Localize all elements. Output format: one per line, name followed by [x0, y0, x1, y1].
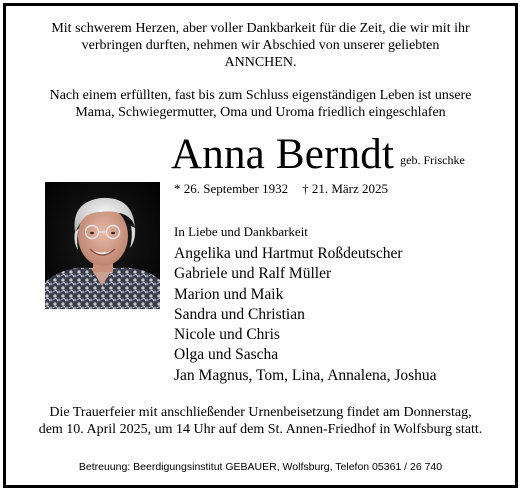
funeral-line-2: dem 10. April 2025, um 14 Uhr auf dem St. Annen-Friedhof in Wolfsburg statt.	[38, 422, 483, 437]
deceased-name: Anna Berndt	[171, 131, 395, 178]
mourner-name: Marion und Maik	[174, 285, 284, 303]
mourner-name: Olga und Sascha	[174, 346, 279, 364]
death-date: † 21. März 2025	[302, 181, 389, 196]
mourner-name: Angelika und Hartmut Roßdeutscher	[174, 245, 403, 262]
life-dates	[174, 181, 388, 197]
birth-date: * 26. September 1932	[174, 181, 289, 196]
mourner-name: Jan Magnus, Tom, Lina, Annalena, Joshua	[174, 366, 437, 384]
maiden-name: geb. Frischke	[400, 153, 465, 167]
mourner-name: Sandra und Christian	[174, 305, 305, 323]
mourners-lead: In Liebe und Dankbarkeit	[174, 224, 308, 239]
intro2-line-2: Mama, Schwiegermutter, Oma und Uroma friedlich eingeschlafen	[75, 105, 446, 120]
intro-text	[6, 20, 515, 71]
intro-line-1: Mit schwerem Herzen, aber voller Dankbarkeit für die Zeit, die wir mit ihr	[51, 21, 470, 36]
obituary-notice	[3, 3, 518, 488]
intro-line-3: ANNCHEN.	[224, 55, 297, 70]
intro-text-2	[6, 87, 515, 121]
intro2-line-1: Nach einem erfüllten, fast bis zum Schluss eigenständigen Leben ist unsere	[49, 88, 472, 103]
mourner-name: Nicole und Chris	[174, 326, 280, 344]
funeral-info	[6, 404, 515, 438]
funeral-line-1: Die Trauerfeier mit anschließender Urnenbeisetzung findet am Donnerstag,	[49, 405, 472, 420]
portrait-photo	[45, 182, 160, 309]
mourners-list	[174, 224, 437, 386]
deceased-name-block	[171, 131, 465, 179]
intro-line-2: verbringen durften, nehmen wir Abschied von unserer geliebten	[81, 38, 440, 53]
portrait-image	[45, 182, 160, 309]
mourner-name: Gabriele und Ralf Müller	[174, 265, 332, 283]
funeral-home-footer: Betreuung: Beerdigungsinstitut GEBAUER, Wolfsburg, Telefon 05361 / 26 740	[78, 461, 443, 473]
